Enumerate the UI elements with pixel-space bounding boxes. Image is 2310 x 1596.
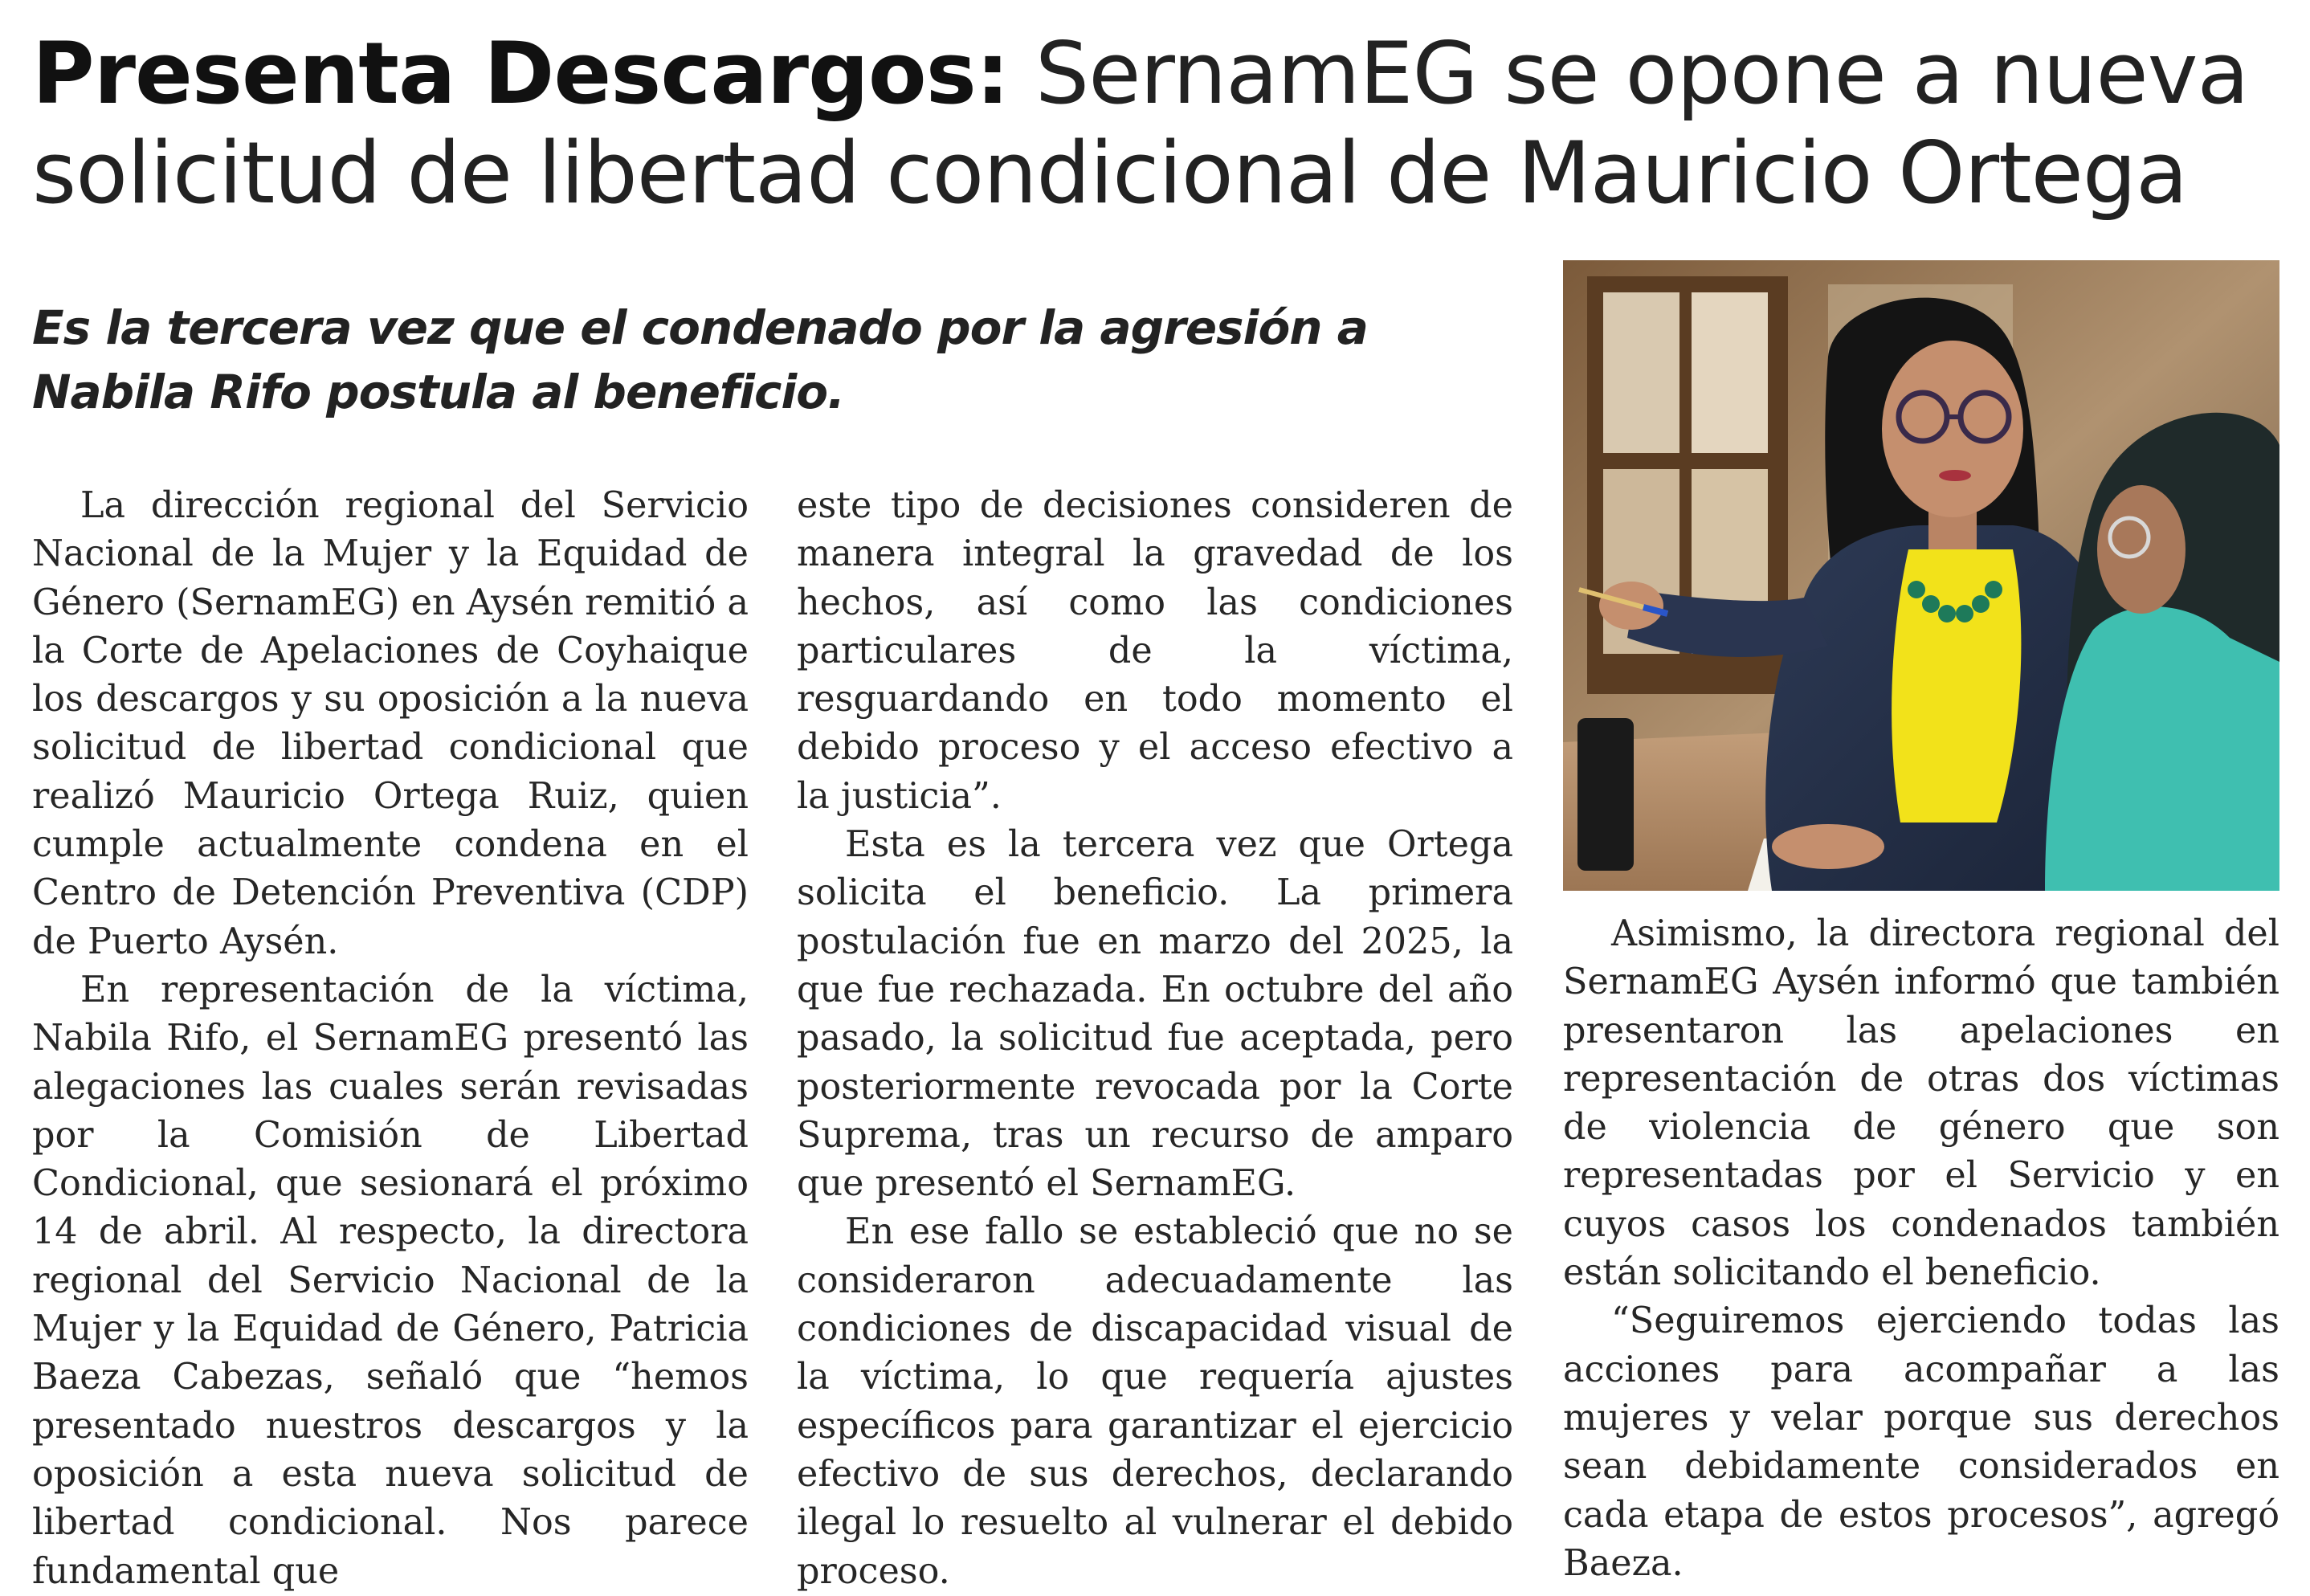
photo-of-director-speaking-icon: [1563, 260, 2279, 891]
headline-text: SernamEG se opone a nueva solicitud de libertad condicional de Mauricio Ortega: [32, 24, 2249, 222]
paragraph: este tipo de decisiones consideren de manera integral la gravedad de los hechos, así como las condiciones particulares de la víctima, resguardando en todo momento el debido proceso y el acceso efectivo a la justicia”.: [797, 485, 1513, 817]
headline-kicker: Presenta Descargos:: [32, 24, 1010, 123]
paragraph: En representación de la víctima, Nabila Rifo, el SernamEG presentó las alegaciones las cuales serán revisadas por la Comisión de Libertad Condicional, que sesionará el próximo 14 de abril. Al respecto, la directora regional del Servicio Nacional de la Mujer y la Equidad de Género, Patricia Baeza Cabezas, señaló que “hemos presentado nuestros descargos y la oposición a esta nueva solicitud de libertad condicional. Nos parece fundamental que: [32, 969, 749, 1592]
headline: [32, 24, 2297, 223]
paragraph: La dirección regional del Servicio Nacional de la Mujer y la Equidad de Género (SernamEG) en Aysén remitió a la Corte de Apelaciones de Coyhaique los descargos y su oposición a la nueva solicitud de libertad condicional que realizó Mauricio Ortega Ruiz, quien cumple actualmente condena en el Centro de Detención Preventiva (CDP) de Puerto Aysén.: [32, 485, 749, 962]
subheadline: Es la tercera vez que el condenado por la agresión a Nabila Rifo postula al beneficio.: [32, 300, 1368, 419]
paragraph: “Seguiremos ejerciendo todas las acciones para acompañar a las mujeres y velar porque sus derechos sean debidamente considerados en cada etapa de estos procesos”, agregó Baeza.: [1563, 1300, 2279, 1584]
article-column-1: [32, 482, 749, 1596]
article-column-2: [797, 482, 1513, 1596]
paragraph: Esta es la tercera vez que Ortega solicita el beneficio. La primera postulación fue en marzo del 2025, la que fue rechazada. En octubre del año pasado, la solicitud fue aceptada, pero posteriormente revocada por la Corte Suprema, tras un recurso de amparo que presentó el SernamEG.: [797, 824, 1513, 1205]
article-column-3: [1563, 910, 2279, 1588]
paragraph: Asimismo, la directora regional del SernamEG Aysén informó que también presentaron las apelaciones en representación de otras dos víctimas de violencia de género que son representadas por el Servicio y en cuyos casos los condenados también están solicitando el beneficio.: [1563, 913, 2279, 1294]
paragraph: En ese fallo se estableció que no se consideraron adecuadamente las condiciones de discapacidad visual de la víctima, lo que requería ajustes específicos para garantizar el ejercicio efectivo de sus derechos, declarando ilegal lo resuelto al vulnerar el debido proceso.: [797, 1211, 1513, 1592]
article-photo: [1563, 260, 2279, 891]
